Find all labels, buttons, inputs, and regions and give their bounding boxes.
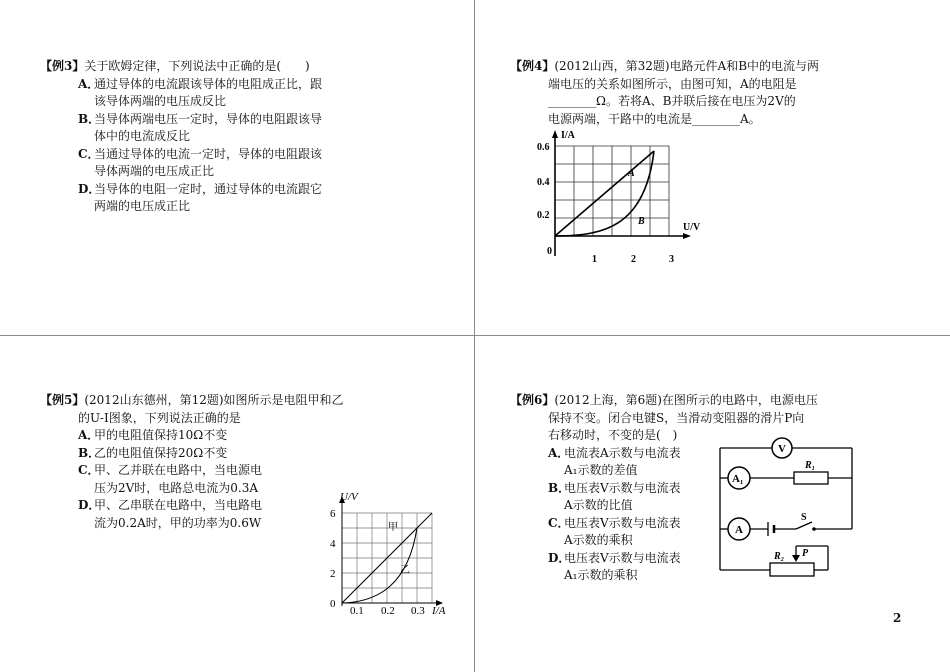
example-3 bbox=[40, 58, 370, 216]
vertical-divider bbox=[474, 0, 475, 672]
option-b: B．乙的电阻值保持20Ω不变 bbox=[78, 445, 228, 460]
ui-graph bbox=[318, 490, 460, 618]
y-tick-label: 2 bbox=[330, 568, 336, 580]
option-d: D．电压表V示数与电流表 A₁示数的乘积 bbox=[548, 550, 681, 582]
option-c: C．电压表V示数与电流表 A示数的乘积 bbox=[548, 515, 681, 547]
curve-b-label: B bbox=[638, 216, 645, 227]
battery-icon bbox=[768, 522, 774, 536]
switch-contact bbox=[812, 527, 816, 531]
curve-yi-label: 乙 bbox=[400, 565, 410, 576]
x-tick-label: 1 bbox=[592, 254, 597, 265]
example-5-line1: (2012山东德州，第12题)如图所示是电阻甲和乙 bbox=[84, 393, 344, 407]
example-6-line1: (2012上海，第6题)在图所示的电路中，电源电压 bbox=[554, 393, 818, 407]
example-3-stem: 关于欧姆定律，下列说法中正确的是( ) bbox=[84, 59, 310, 73]
x-axis-label: U/V bbox=[683, 222, 701, 233]
y-tick-label: 4 bbox=[330, 538, 336, 550]
ammeter-a1-label: A₁ bbox=[732, 473, 744, 485]
page-number: 2 bbox=[893, 611, 902, 625]
example-6-line2: 保持不变。闭合电键S，当滑动变阻器的滑片P向 bbox=[548, 410, 805, 425]
example-4-line2: 端电压的关系如图所示，由图可知，A的电阻是 bbox=[548, 76, 797, 91]
option-a: A．通过导体的电流跟该导体的电阻成正比，跟 该导体两端的电压成反比 bbox=[78, 76, 323, 108]
option-d: D．当导体的电阻一定时，通过导体的电流跟它 两端的电压成正比 bbox=[78, 181, 323, 213]
x-tick-label: 0.1 bbox=[350, 605, 364, 617]
example-4 bbox=[510, 58, 840, 128]
option-c: C．当通过导体的电流一定时，导体的电阻跟该 导体两端的电压成正比 bbox=[78, 146, 323, 178]
resistor-r1-icon bbox=[794, 472, 828, 484]
option-d: D．甲、乙串联在电路中，当电路电 流为0.2A时，甲的功率为0.6W bbox=[78, 498, 263, 530]
r2-label: R₂ bbox=[774, 551, 785, 562]
origin-label: 0 bbox=[547, 246, 552, 257]
x-tick-label: 0.3 bbox=[411, 605, 425, 617]
x-axis-label: I/A bbox=[432, 605, 446, 617]
example-5-tag: 【例5】 bbox=[40, 393, 85, 407]
option-c: C．甲、乙并联在电路中，当电源电 压为2V时，电路总电流为0.3A bbox=[78, 463, 263, 495]
ia-graph bbox=[535, 126, 715, 266]
x-tick-label: 2 bbox=[631, 254, 636, 265]
option-a: A．电流表A示数与电流表 A₁示数的差值 bbox=[548, 445, 681, 477]
circuit-diagram bbox=[712, 436, 862, 582]
rheostat-r2-icon bbox=[770, 563, 814, 576]
option-b: B．电压表V示数与电流表 A示数的比值 bbox=[548, 480, 681, 512]
example-6-tag: 【例6】 bbox=[510, 393, 555, 407]
example-4-tag: 【例4】 bbox=[510, 59, 555, 73]
y-tick-label: 6 bbox=[330, 508, 336, 520]
y-axis-label: I/A bbox=[561, 130, 575, 141]
curve-a-label: A bbox=[628, 168, 635, 179]
example-4-line1: (2012山西，第32题)电路元件A和B中的电流与两 bbox=[554, 59, 820, 73]
example-4-line3: ________Ω。若将A、B并联后接在电压为2V的 bbox=[548, 94, 796, 108]
y-axis-label: U/V bbox=[340, 491, 358, 503]
voltmeter-label: V bbox=[778, 443, 786, 455]
curve-jia-label: 甲 bbox=[388, 522, 398, 533]
ammeter-a-label: A bbox=[735, 524, 743, 536]
x-tick-label: 0.2 bbox=[381, 605, 395, 617]
y-tick-label: 0.2 bbox=[537, 210, 550, 221]
y-tick-label: 0.6 bbox=[537, 142, 550, 153]
example-4-line4: 电源两端，干路中的电流是________A。 bbox=[548, 111, 761, 126]
example-6-line3: 右移动时，不变的是( ) bbox=[548, 428, 678, 442]
switch-label: S bbox=[801, 512, 807, 523]
slider-label: P bbox=[802, 548, 809, 559]
origin-label: 0 bbox=[330, 598, 336, 610]
r1-label: R₁ bbox=[805, 460, 816, 471]
y-tick-label: 0.4 bbox=[537, 177, 550, 188]
slider-arrow-icon bbox=[792, 555, 800, 562]
x-tick-label: 3 bbox=[669, 254, 674, 265]
option-b: B．当导体两端电压一定时，导体的电阻跟该导 体中的电流成反比 bbox=[78, 111, 323, 143]
example-5-line2: 的U-I图象，下列说法正确的是 bbox=[78, 410, 241, 425]
option-a: A．甲的电阻值保持10Ω不变 bbox=[78, 428, 228, 442]
horizontal-divider bbox=[0, 335, 950, 336]
example-3-tag: 【例3】 bbox=[40, 59, 85, 73]
